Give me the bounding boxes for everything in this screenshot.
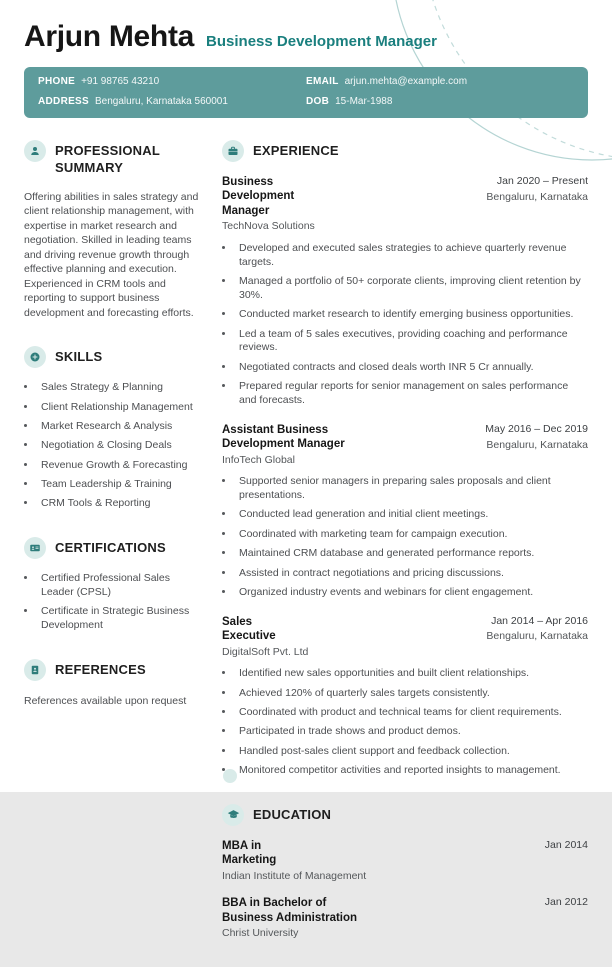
job-entry — [222, 615, 588, 778]
right-column — [222, 140, 588, 967]
contact-email — [306, 76, 574, 88]
job-bullet: • Identified new sales opportunities and built client relationships. — [235, 667, 588, 681]
degree-title: MBA in Marketing — [222, 839, 277, 867]
job-bullet: • Coordinated with marketing team for campaign execution. — [235, 528, 588, 542]
skill-item: • CRM Tools & Reporting — [37, 497, 202, 511]
education-entry — [222, 896, 588, 940]
job-bullet: • Monitored competitor activities and reported insights to management. — [235, 764, 588, 778]
job-title: Assistant Business Development Manager — [222, 423, 345, 451]
skill-item: • Client Relationship Management — [37, 401, 202, 415]
certification-item: • Certified Professional Sales Leader (CPSL) — [37, 572, 202, 600]
education-date: Jan 2012 — [544, 896, 588, 909]
phone-label: PHONE — [38, 76, 76, 87]
job-entry — [222, 423, 588, 600]
skill-item: • Team Leadership & Training — [37, 478, 202, 492]
job-bullet: • Maintained CRM database and generated performance reports. — [235, 547, 588, 561]
job-location: Bengaluru, Karnataka — [486, 630, 588, 643]
plus-circle-icon — [24, 346, 46, 368]
job-entry — [222, 175, 588, 408]
job-bullets — [222, 242, 588, 408]
email-label: EMAIL — [306, 76, 339, 87]
section-heading: EDUCATION — [253, 806, 332, 822]
job-bullets — [222, 475, 588, 600]
job-dates: Jan 2020 – Present — [496, 175, 588, 187]
job-dates: Jan 2014 – Apr 2016 — [491, 614, 588, 627]
section-heading: CERTIFICATIONS — [55, 540, 166, 556]
phone-value: +91 98765 43210 — [81, 76, 160, 87]
address-label: ADDRESS — [38, 96, 89, 107]
education-date: Jan 2014 — [544, 838, 588, 851]
header — [24, 20, 588, 54]
skill-item: • Sales Strategy & Planning — [37, 381, 202, 395]
experience-list — [222, 175, 588, 778]
briefcase-icon — [222, 140, 244, 162]
education-entry — [222, 839, 588, 883]
job-location: Bengaluru, Karnataka — [486, 190, 588, 203]
section-skills — [24, 346, 202, 511]
job-bullet: • Handled post-sales client support and feedback collection. — [235, 745, 588, 759]
contact-col-left — [38, 76, 306, 108]
contact-address — [38, 96, 306, 108]
job-bullet: • Participated in trade shows and product demos. — [235, 725, 588, 739]
section-heading: SKILLS — [55, 349, 103, 365]
graduation-cap-icon — [222, 804, 244, 826]
user-icon — [24, 140, 46, 162]
dob-value: 15-Mar-1988 — [335, 96, 393, 107]
summary-text: Offering abilities in sales strategy and client relationship management, with expertise in market research and negotiation. Skilled in leading teams and driving revenue growth through effective planning and execution. Experienced in CRM tools and reporting to support business development and forecasting efforts. — [24, 190, 199, 319]
certifications-list — [24, 572, 202, 633]
job-bullet: • Managed a portfolio of 50+ corporate clients, improving client retention by 30%. — [235, 275, 588, 303]
section-heading: EXPERIENCE — [253, 143, 339, 158]
certification-item: • Certificate in Strategic Business Development — [37, 605, 202, 633]
contact-bar — [24, 67, 588, 118]
job-bullet: • Negotiated contracts and closed deals worth INR 5 Cr annually. — [235, 361, 588, 375]
person-title: Business Development Manager — [206, 33, 437, 50]
person-name: Arjun Mehta — [24, 20, 195, 53]
section-education — [222, 804, 588, 941]
section-experience — [222, 140, 588, 778]
section-heading: PROFESSIONAL SUMMARY — [55, 143, 160, 175]
job-title: Sales Executive — [222, 615, 276, 643]
contact-col-right — [306, 76, 574, 108]
job-bullet: • Prepared regular reports for senior management on sales performance and forecasts. — [235, 380, 588, 408]
job-bullet: • Led a team of 5 sales executives, providing coaching and performance reviews. — [235, 328, 588, 356]
job-bullets — [222, 667, 588, 778]
job-bullet: • Supported senior managers in preparing sales proposals and client presentations. — [235, 475, 588, 503]
id-card-icon — [24, 537, 46, 559]
job-bullet: • Assisted in contract negotiations and pricing discussions. — [235, 567, 588, 581]
section-professional-summary — [24, 140, 202, 320]
job-title: Business Development Manager — [222, 176, 295, 217]
job-company: DigitalSoft Pvt. Ltd — [222, 645, 309, 658]
job-bullet: • Developed and executed sales strategies to achieve quarterly revenue targets. — [235, 242, 588, 270]
contact-phone — [38, 76, 306, 88]
section-certifications — [24, 537, 202, 633]
references-text: References available upon request — [24, 695, 187, 708]
left-column — [24, 140, 202, 967]
job-company: InfoTech Global — [222, 453, 295, 466]
job-bullet: • Organized industry events and webinars for client engagement. — [235, 586, 588, 600]
job-bullet: • Coordinated with product and technical teams for client requirements. — [235, 706, 588, 720]
skill-item: • Negotiation & Closing Deals — [37, 439, 202, 453]
skills-list — [24, 381, 202, 511]
job-location: Bengaluru, Karnataka — [486, 438, 588, 451]
contact-card-icon — [24, 659, 46, 681]
job-dates: May 2016 – Dec 2019 — [485, 422, 588, 435]
school-name: Indian Institute of Management — [222, 869, 367, 882]
section-references — [24, 659, 202, 708]
contact-dob — [306, 96, 574, 108]
job-bullet: • Achieved 120% of quarterly sales targets consistently. — [235, 687, 588, 701]
skill-item: • Market Research & Analysis — [37, 420, 202, 434]
section-heading: REFERENCES — [55, 662, 146, 678]
job-bullet: • Conducted lead generation and initial client meetings. — [235, 508, 588, 522]
degree-title: BBA in Bachelor of Business Administration — [222, 897, 358, 924]
job-bullet: • Conducted market research to identify emerging business opportunities. — [235, 308, 588, 322]
email-value: arjun.mehta@example.com — [344, 76, 468, 87]
education-list — [222, 839, 588, 941]
skill-item: • Revenue Growth & Forecasting — [37, 459, 202, 473]
job-company: TechNova Solutions — [222, 220, 315, 233]
clipped-section-icon — [223, 769, 237, 783]
address-value: Bengaluru, Karnataka 560001 — [95, 96, 228, 107]
school-name: Christ University — [222, 926, 299, 939]
dob-label: DOB — [306, 96, 330, 107]
